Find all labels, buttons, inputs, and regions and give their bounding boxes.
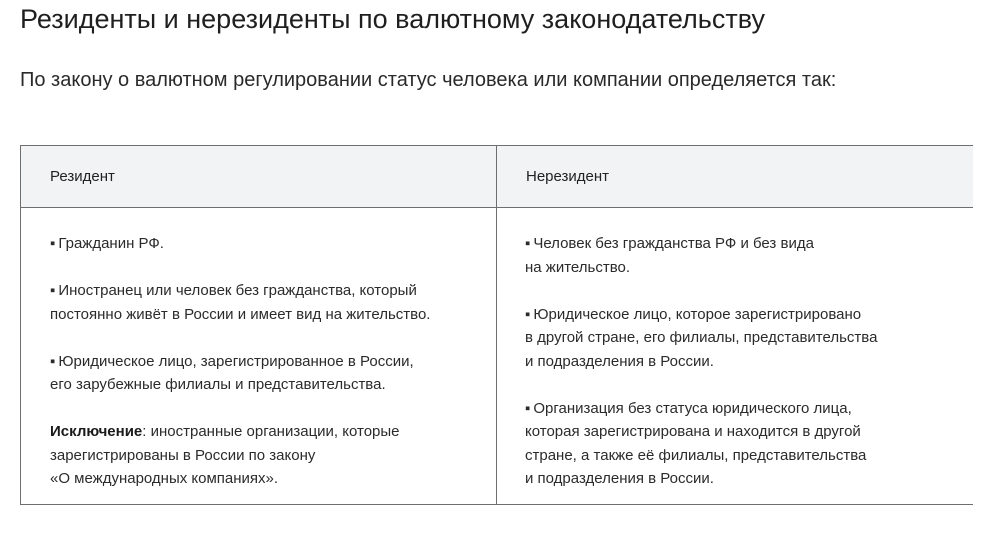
nonresident-item-line: и подразделения в России. xyxy=(525,470,714,487)
resident-item-line: постоянно живёт в России и имеет вид на жительство. xyxy=(50,305,431,323)
nonresident-item-line: Организация без статуса юридического лица, xyxy=(533,399,852,417)
nonresident-item-line: Человек без гражданства РФ и без вида xyxy=(533,235,814,252)
resident-item-line: его зарубежные филиалы и представительства. xyxy=(50,376,386,393)
header-nonresident: Нерезидент xyxy=(526,168,610,185)
resident-item-line: Юридическое лицо, зарегистрированное в России, xyxy=(58,352,414,370)
table-header-row xyxy=(21,146,973,208)
exception-label: Исключение xyxy=(50,423,143,440)
resident-exception xyxy=(50,420,490,491)
nonresident-item-line: которая зарегистрирована и находится в другой xyxy=(525,423,861,440)
resident-item xyxy=(50,232,490,256)
bullet-icon: ▪ xyxy=(525,399,531,417)
bullet-icon: ▪ xyxy=(525,235,531,252)
bullet-icon: ▪ xyxy=(525,305,531,323)
header-resident: Резидент xyxy=(50,168,115,185)
resident-item xyxy=(50,350,490,397)
nonresident-item-line: и подразделения в России. xyxy=(525,352,714,370)
page-title: Резиденты и нерезиденты по валютному законодательству xyxy=(20,4,765,34)
exception-line: : иностранные организации, которые xyxy=(142,423,400,440)
bullet-icon: ▪ xyxy=(50,282,56,299)
nonresident-item xyxy=(525,232,965,279)
nonresident-item-line: в другой стране, его филиалы, представительства xyxy=(525,329,878,346)
exception-line: «О международных компаниях». xyxy=(50,470,279,487)
resident-item-line: Гражданин РФ. xyxy=(58,235,164,252)
bullet-icon: ▪ xyxy=(50,235,56,252)
residency-table xyxy=(20,145,973,505)
nonresident-item-line: Юридическое лицо, которое зарегистрировано xyxy=(533,305,862,323)
nonresident-item xyxy=(525,303,965,374)
nonresident-item-line: стране, а также её филиалы, представительства xyxy=(525,446,867,464)
nonresident-cell xyxy=(525,232,965,514)
intro-text: По закону о валютном регулировании статус человека или компании определяется так: xyxy=(20,69,837,91)
bullet-icon: ▪ xyxy=(50,352,56,370)
resident-cell xyxy=(50,232,490,514)
exception-line: зарегистрированы в России по закону xyxy=(50,446,316,464)
resident-item xyxy=(50,279,490,326)
nonresident-item xyxy=(525,397,965,491)
column-divider xyxy=(496,146,497,504)
resident-item-line: Иностранец или человек без гражданства, который xyxy=(58,282,417,299)
nonresident-item-line: на жительство. xyxy=(525,258,630,276)
